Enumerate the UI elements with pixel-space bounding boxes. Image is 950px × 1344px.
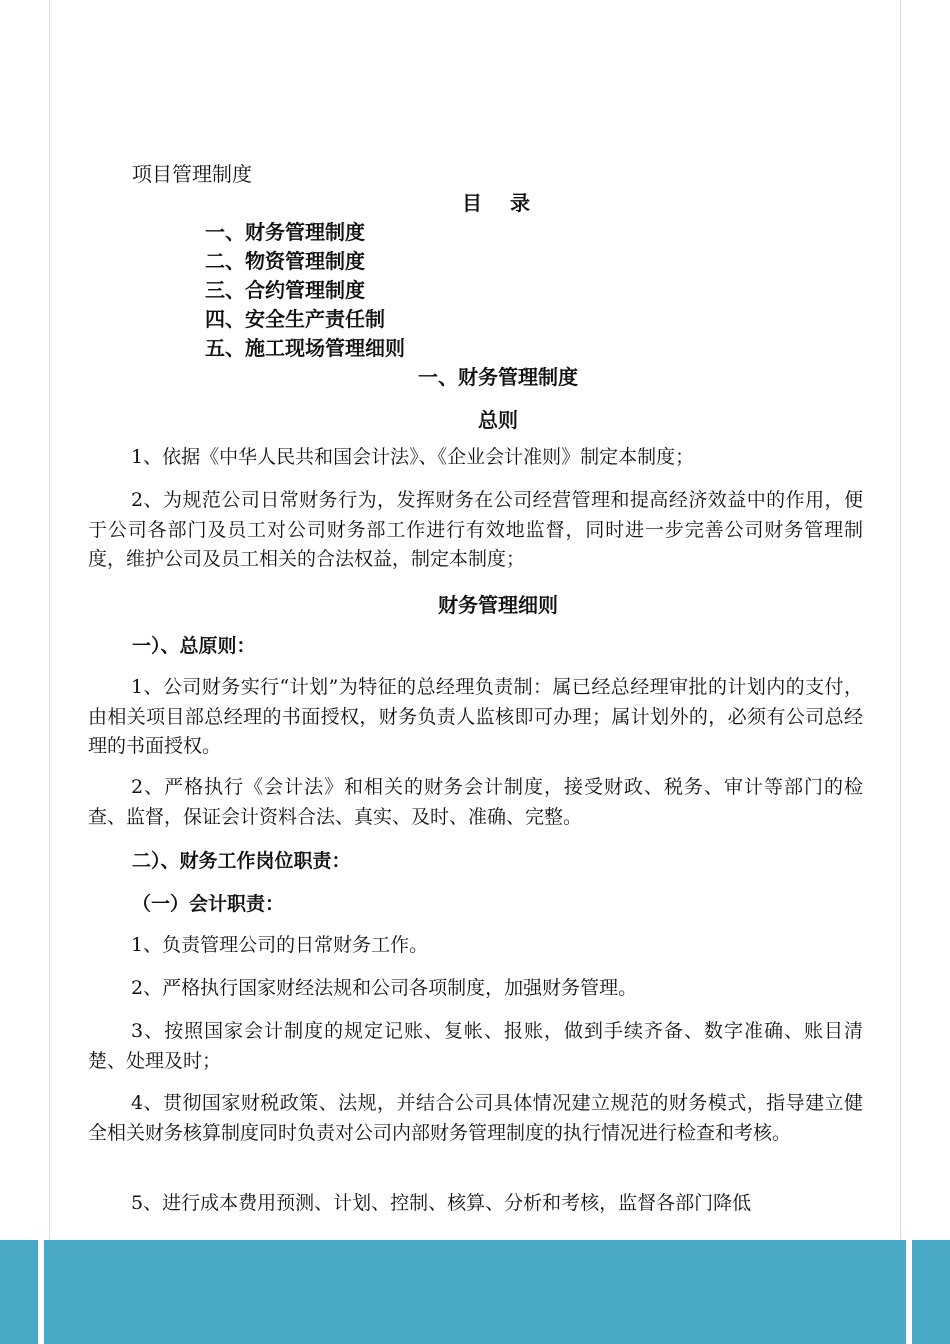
toc-item: 五、施工现场管理细则 [205, 336, 405, 360]
toc-item: 一、财务管理制度 [205, 220, 365, 244]
section-title: 一、财务管理制度 [418, 365, 578, 389]
paragraph: 2、为规范公司日常财务行为，发挥财务在公司经营管理和提高经济效益中的作用，便于公司各部门及员工对公司财务部工作进行有效地监督，同时进一步完善公司财务管理制度，维护公司及员工相关的合法权益，制定本制度； [88, 489, 863, 570]
paragraph: 1、公司财务实行“计划”为特征的总经理负责制：属已经总经理审批的计划内的支付，由相关项目部总经理的书面授权，财务负责人监核即可办理；属计划外的，必须有公司总经理的书面授权。 [88, 676, 863, 757]
right-margin-line [900, 0, 901, 1240]
footer-divider-right [906, 1240, 912, 1344]
paragraph: 4、贯彻国家财税政策、法规，并结合公司具体情况建立规范的财务模式，指导建立健全相关财务核算制度同时负责对公司内部财务管理制度的执行情况进行检查和考核。 [88, 1092, 863, 1144]
details-title: 财务管理细则 [438, 593, 558, 617]
paragraph: 2、严格执行《会计法》和相关的财务会计制度，接受财政、税务、审计等部门的检查、监督，保证会计资料合法、真实、及时、准确、完整。 [88, 776, 863, 828]
footer-band [0, 1240, 950, 1344]
left-margin-line [49, 0, 50, 1240]
accounting-heading: （一）会计职责： [132, 893, 285, 915]
paragraph: 3、按照国家会计制度的规定记账、复帐、报账，做到手续齐备、数字准确、账目清楚、处理及时； [88, 1020, 863, 1072]
general-title: 总则 [478, 408, 518, 432]
document-title: 项目管理制度 [132, 162, 252, 186]
principles-heading: 一）、总原则： [132, 635, 256, 657]
duties-heading: 二）、财务工作岗位职责： [132, 850, 351, 872]
paragraph: 5、进行成本费用预测、计划、控制、核算、分析和考核，监督各部门降低 [131, 1192, 752, 1214]
toc-item: 二、物资管理制度 [205, 249, 365, 273]
toc-item: 三、合约管理制度 [205, 278, 365, 302]
footer-divider-left [38, 1240, 44, 1344]
toc-item: 四、安全生产责任制 [205, 307, 385, 331]
paragraph: 1、依据《中华人民共和国会计法》、《企业会计准则》制定本制度； [131, 446, 695, 468]
paragraph: 1、负责管理公司的日常财务工作。 [131, 934, 429, 956]
toc-heading: 目 录 [462, 191, 534, 215]
paragraph: 2、严格执行国家财经法规和公司各项制度，加强财务管理。 [131, 977, 638, 999]
